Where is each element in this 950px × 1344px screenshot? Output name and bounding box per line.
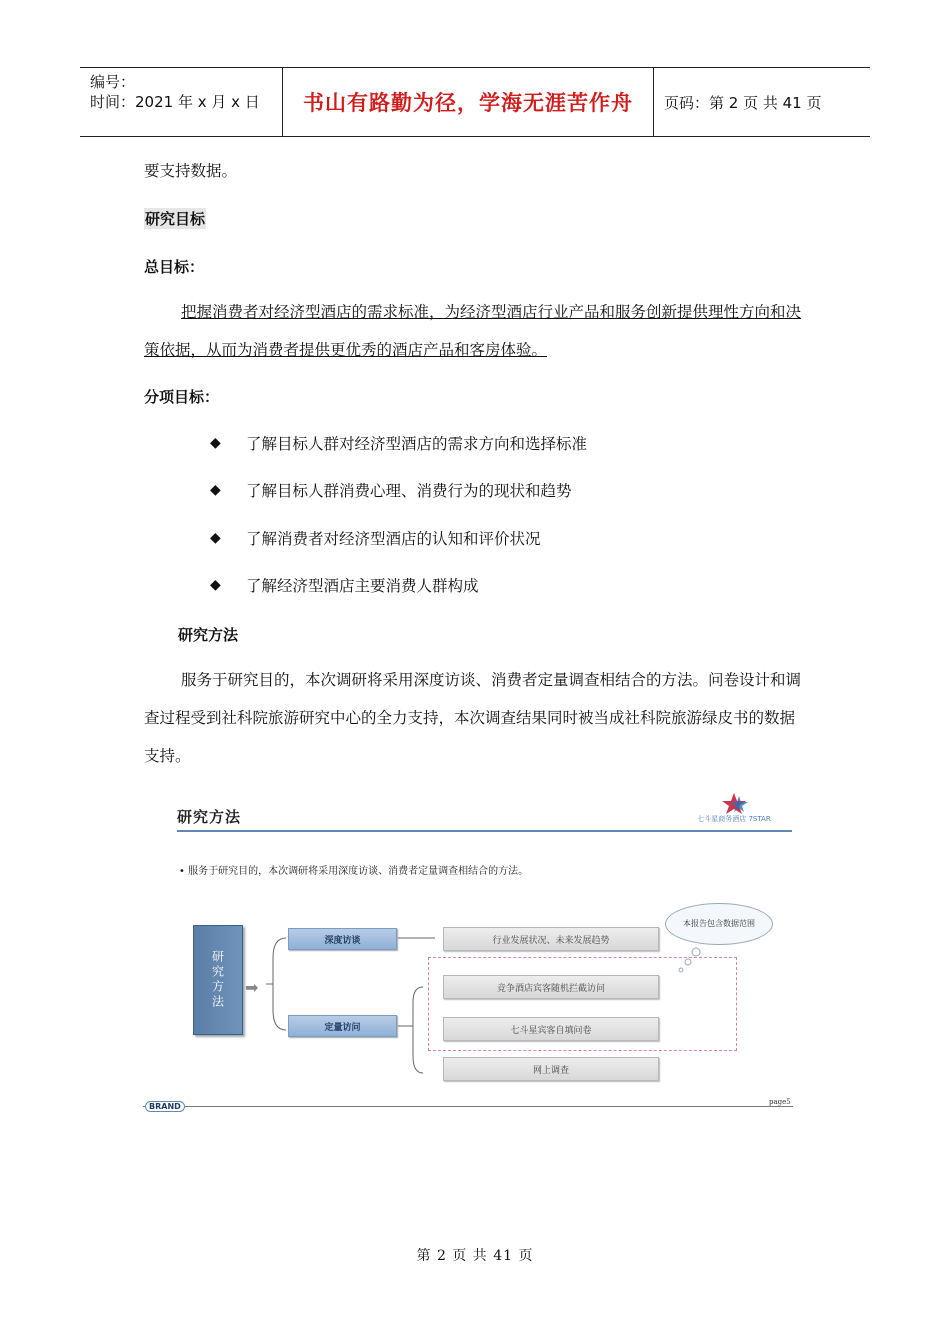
branch-quant-survey: 定量访问 bbox=[288, 1015, 397, 1037]
header-meta bbox=[80, 68, 282, 136]
figure-bottom-rule bbox=[143, 1106, 793, 1107]
logo-sub: 7STAR bbox=[748, 815, 771, 823]
diamond-bullet-icon: ◆ bbox=[210, 435, 221, 451]
list-item-text: 了解目标人群消费心理、消费行为的现状和趋势 bbox=[246, 482, 572, 500]
page-footer: 第 2 页 共 41 页 bbox=[416, 1248, 534, 1264]
sub-goal-heading: 分项目标： bbox=[144, 388, 220, 406]
callout-cloud: 本报告包含数据范围 bbox=[665, 903, 773, 945]
method-main-box: 研究方法 bbox=[193, 925, 243, 1035]
method-heading: 研究方法 bbox=[178, 626, 239, 644]
code-label: 编号： bbox=[90, 73, 136, 91]
overall-goal-content: 把握消费者对经济型酒店的需求标准，为经济型酒店行业产品和服务创新提供理性方向和决策依据，从而为消费者提供更优秀的酒店产品和客房体验。 bbox=[144, 303, 802, 359]
list-item-text: 了解目标人群对经济型酒店的需求方向和选择标准 bbox=[246, 435, 588, 453]
list-item bbox=[210, 574, 479, 596]
header-motto-cell bbox=[282, 68, 654, 136]
figure-subtitle: • 服务于研究目的，本次调研将采用深度访谈、消费者定量调查相结合的方法。 bbox=[179, 866, 529, 877]
item-online-survey: 网上调查 bbox=[443, 1057, 659, 1081]
header-motto: 书山有路勤为径，学海无涯苦作舟 bbox=[303, 91, 633, 115]
item-intercept-interview: 竞争酒店宾客随机拦截访问 bbox=[443, 975, 659, 999]
item-self-questionnaire: 七斗星宾客自填问卷 bbox=[443, 1017, 659, 1041]
research-method-figure bbox=[143, 790, 798, 1120]
goal-heading: 研究目标 bbox=[145, 210, 206, 228]
right-arrow-icon: ➡ bbox=[245, 978, 259, 997]
branch-depth-interview: 深度访谈 bbox=[288, 928, 397, 950]
date-label: 时间：2021 年 x 月 x 日 bbox=[90, 93, 260, 111]
list-item bbox=[210, 432, 587, 454]
list-item-text: 了解消费者对经济型酒店的认知和评价状况 bbox=[246, 530, 541, 548]
diamond-bullet-icon: ◆ bbox=[210, 530, 221, 546]
logo-text: 七斗星商务酒店 bbox=[697, 815, 747, 823]
page-header bbox=[80, 67, 870, 137]
list-item bbox=[210, 527, 541, 549]
overall-goal-heading: 总目标： bbox=[144, 258, 205, 276]
list-item-text: 了解经济型酒店主要消费人群构成 bbox=[246, 577, 479, 595]
figure-title: 研究方法 bbox=[177, 808, 242, 826]
figure-page-number: page5 bbox=[769, 1098, 791, 1106]
brand-logo: BRAND bbox=[145, 1101, 185, 1112]
item-industry-trend: 行业发展状况、未来发展趋势 bbox=[443, 927, 659, 951]
list-item bbox=[210, 479, 572, 501]
overall-goal-text bbox=[144, 293, 808, 369]
diamond-bullet-icon: ◆ bbox=[210, 577, 221, 593]
intro-text: 要支持数据。 bbox=[144, 162, 238, 180]
header-page-info: 页码：第 2 页 共 41 页 bbox=[664, 93, 822, 112]
diamond-bullet-icon: ◆ bbox=[210, 482, 221, 498]
method-text: 服务于研究目的，本次调研将采用深度访谈、消费者定量调查相结合的方法。问卷设计和调查过程受到社科院旅游研究中心的全力支持，本次调查结果同时被当成社科院旅游绿皮书的数据支持。 bbox=[144, 671, 802, 765]
